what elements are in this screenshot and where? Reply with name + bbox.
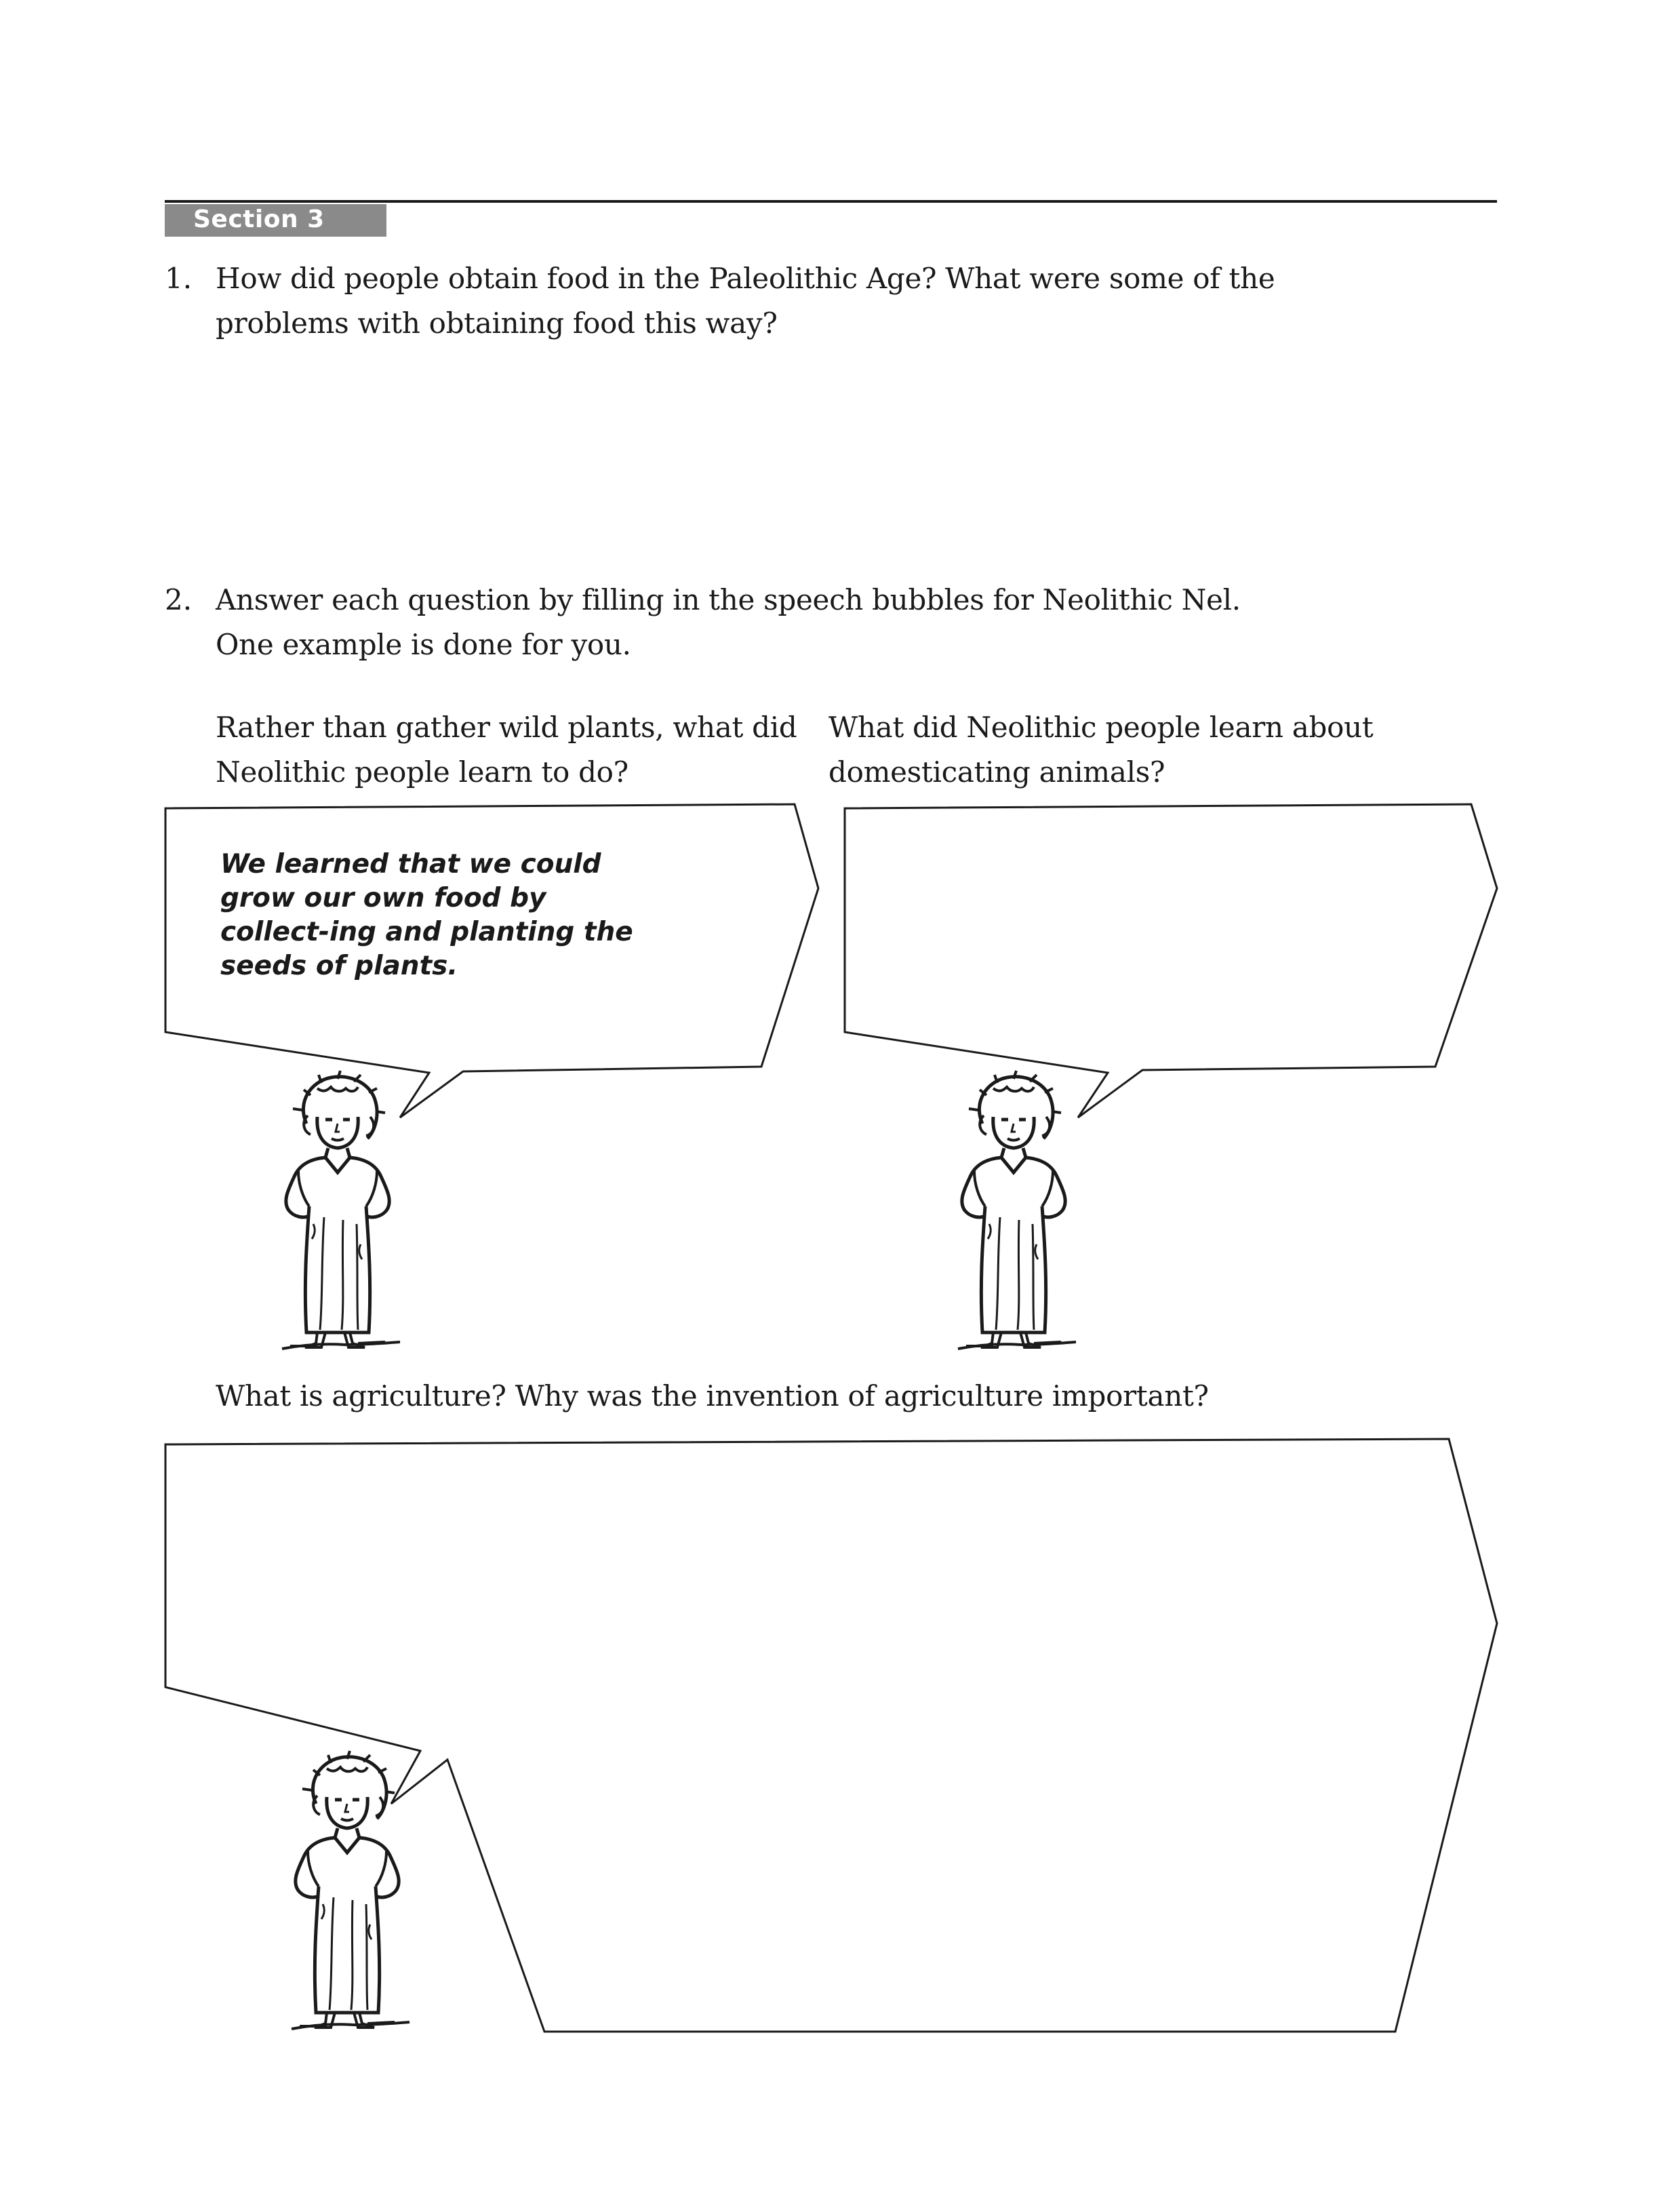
prompt-b-line-2: domesticating animals? bbox=[828, 755, 1165, 789]
neolithic-nel-figure-icon bbox=[292, 1751, 409, 2029]
neolithic-nel-figure-icon bbox=[958, 1071, 1076, 1349]
neolithic-nel-figure-icon bbox=[282, 1071, 400, 1349]
example-answer: We learned that we could grow our own food by collect-ing and planting the seeds of plants. bbox=[220, 849, 633, 981]
question-2-line-1: Answer each question by filling in the speech bubbles for Neolithic Nel. bbox=[216, 583, 1241, 616]
prompt-b-line-1: What did Neolithic people learn about bbox=[828, 711, 1374, 744]
section-label: Section 3 bbox=[193, 205, 325, 233]
prompt-a-line-1: Rather than gather wild plants, what did bbox=[216, 711, 797, 744]
answer-area-b[interactable] bbox=[875, 841, 1390, 1031]
question-1-number: 1. bbox=[165, 262, 193, 295]
prompt-c-line-1: What is agriculture? Why was the invention of agriculture important? bbox=[216, 1379, 1209, 1413]
question-2-line-2: One example is done for you. bbox=[216, 628, 631, 661]
prompt-a-line-2: Neolithic people learn to do? bbox=[216, 755, 628, 789]
question-2-number: 2. bbox=[165, 583, 193, 616]
answer-area-c[interactable] bbox=[203, 1472, 1410, 1675]
question-1-line-2: problems with obtaining food this way? bbox=[216, 307, 778, 340]
question-1-line-1: How did people obtain food in the Paleolithic Age? What were some of the bbox=[216, 262, 1275, 295]
